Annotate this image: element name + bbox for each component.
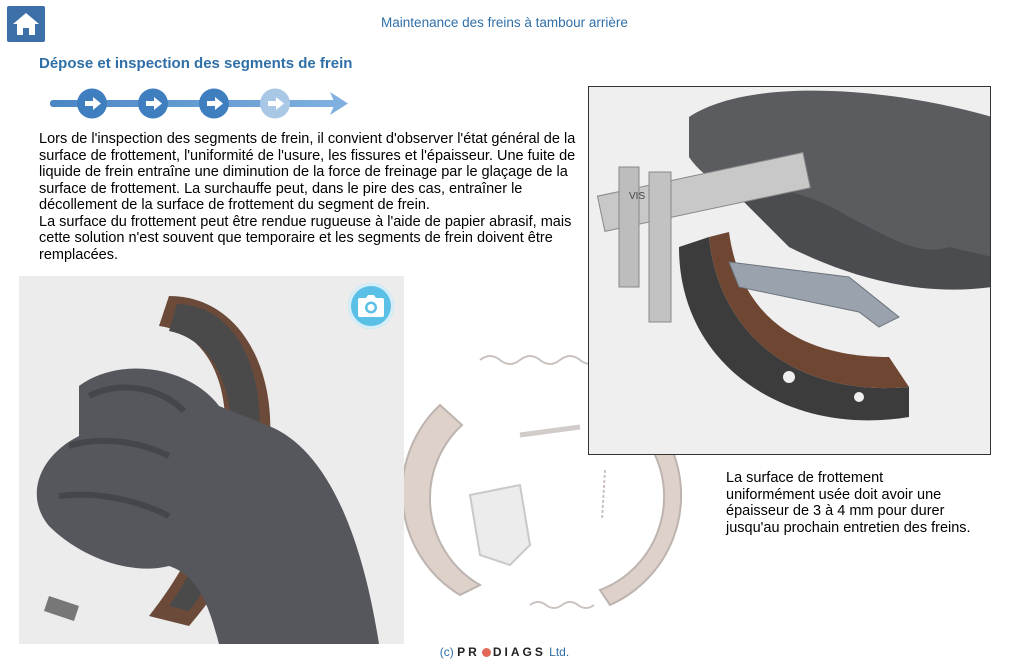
footer-prefix: (c) xyxy=(439,645,454,659)
brake-shoe-photo-left xyxy=(19,276,404,644)
caliper-measurement-photo-image xyxy=(589,87,991,455)
section-title: Dépose et inspection des segments de frein xyxy=(39,55,353,72)
caliper-label: VIS xyxy=(629,191,646,202)
body-paragraph-2: La surface du frottement peut être rendue rugueuse à l'aide de papier abrasif, mais cette solution n'est souvent que temporaire et les segments de frein doivent être remplacées. xyxy=(39,213,572,263)
brand-logo-dot xyxy=(482,648,491,657)
step-dot-1[interactable] xyxy=(77,89,107,119)
camera-icon xyxy=(358,295,384,317)
photo-caption: La surface de frottement uniformément usée doit avoir une épaisseur de 3 à 4 mm pour durer jusqu'au prochain entretien des freins. xyxy=(726,470,971,536)
step-dot-2[interactable] xyxy=(138,89,168,119)
footer-brand-part2: DIAGS xyxy=(492,645,546,659)
step-progress xyxy=(46,86,356,122)
footer-suffix: Ltd. xyxy=(549,645,570,659)
step-dot-4[interactable] xyxy=(260,89,290,119)
caliper-measurement-photo xyxy=(588,86,991,455)
step-dot-3[interactable] xyxy=(199,89,229,119)
footer-copyright xyxy=(0,645,1009,659)
body-paragraph-1: Lors de l'inspection des segments de frein, il convient d'observer l'état général de la surface de frottement, l'uniformité de l'usure, les fissures et l'épaisseur. Une fuite de liquide de frein entraîne une diminution de la force de freinage par le glaçage de la surface de frottement. La surchauffe peut, dans le pire des cas, entraîner le décollement de la surface de frottement du segment de frein. xyxy=(39,131,576,213)
camera-button[interactable] xyxy=(348,283,394,329)
footer-brand-part1: PR xyxy=(457,645,480,659)
body-text xyxy=(39,131,584,263)
page-header-title: Maintenance des freins à tambour arrière xyxy=(381,15,628,30)
brake-shoe-photo-left-image xyxy=(19,276,404,644)
